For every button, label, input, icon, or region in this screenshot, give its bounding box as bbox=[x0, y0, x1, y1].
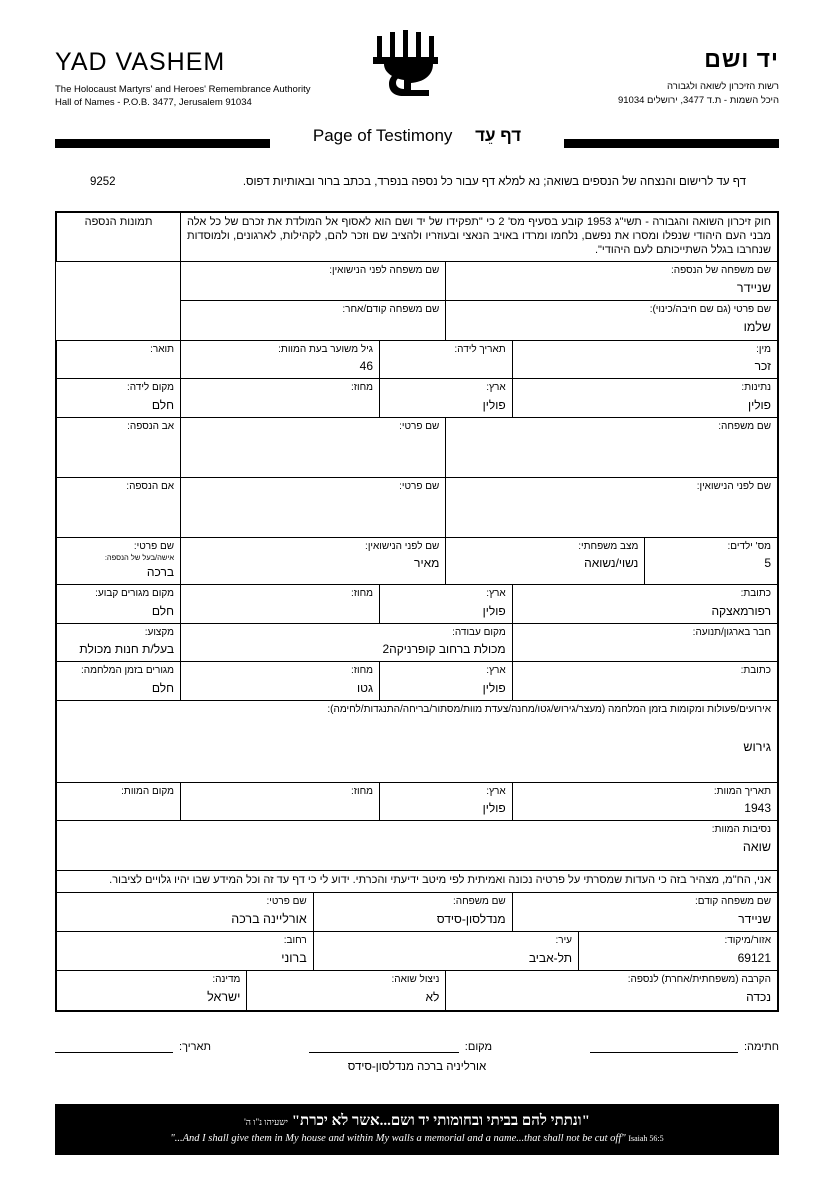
form-instruction-text: דף עד לרישום והנצחה של הנספים בשואה; נא למלא דף עבור כל נספה בנפרד, בכתב ברור ובאותיות דפוס. bbox=[242, 176, 746, 188]
field-label: שם משפחה: bbox=[718, 420, 771, 432]
organization-address-he: היכל השמות - ת.ד 3477, ירושלים 91034 bbox=[617, 95, 779, 106]
field-label: מקום לידה: bbox=[126, 382, 175, 393]
field-former-family-name[interactable] bbox=[181, 301, 446, 340]
field-marital-status[interactable] bbox=[446, 537, 645, 585]
field-label: שם משפחה: bbox=[452, 896, 506, 908]
field-label: נתינות: bbox=[741, 382, 771, 393]
field-value: בעל/ת חנות מכולת bbox=[79, 642, 175, 657]
field-value bbox=[187, 436, 439, 449]
table-row bbox=[57, 340, 778, 379]
field-birth-place[interactable] bbox=[57, 379, 181, 418]
signature-line[interactable] bbox=[590, 1040, 738, 1053]
field-first-name[interactable] bbox=[446, 301, 778, 340]
field-value: פולין bbox=[482, 397, 506, 412]
field-value: ברכה bbox=[146, 565, 175, 580]
field-label: שם פרטי (גם שם חיבה/כינוי): bbox=[649, 304, 771, 316]
field-label: אירועים/פעולות ומקומות בזמן המלחמה (מעצר/גירוש/גטו/מחנה/צעדת מוות/מסתור/בריחה/התנגדות/לחימה): bbox=[327, 703, 771, 715]
field-value: מכולת ברחוב קופרניקה2 bbox=[382, 642, 506, 657]
field-label: שם פרטי: bbox=[399, 480, 440, 492]
table-row bbox=[57, 782, 778, 821]
field-value: גטו bbox=[357, 680, 374, 695]
field-membership[interactable] bbox=[512, 623, 777, 662]
field-label: חבר בארגון/תנועה: bbox=[692, 626, 771, 638]
field-value bbox=[187, 496, 439, 509]
field-birth-country[interactable] bbox=[380, 379, 513, 418]
field-label: שם משפחה לפני הנישואין: bbox=[329, 265, 440, 277]
field-value: שואה bbox=[742, 839, 771, 854]
field-value: שניידר bbox=[736, 280, 771, 295]
field-label: מין: bbox=[756, 343, 771, 355]
form-number: 9252 bbox=[90, 176, 116, 188]
field-submitter-first-name[interactable] bbox=[57, 893, 314, 932]
field-value: פולין bbox=[482, 801, 506, 816]
field-value: פולין bbox=[482, 603, 506, 618]
table-row bbox=[57, 417, 778, 477]
field-label: מקום המוות: bbox=[121, 785, 175, 797]
field-submitter-country[interactable] bbox=[57, 971, 247, 1010]
field-sex[interactable] bbox=[512, 340, 777, 379]
page-title-he: דף עֵד bbox=[475, 126, 522, 145]
field-value: 69121 bbox=[737, 950, 771, 965]
signature-label: חתימה: bbox=[743, 1041, 779, 1053]
field-submitter-city[interactable] bbox=[313, 932, 578, 971]
field-value bbox=[452, 496, 771, 509]
field-death-date[interactable] bbox=[512, 782, 777, 821]
field-value: אורליינה ברכה bbox=[231, 911, 307, 926]
field-label: שם משפחה קודם: bbox=[694, 896, 771, 908]
field-label: הקרבה (משפחתית/אחרת) לנספה: bbox=[627, 974, 771, 986]
field-wartime-residence[interactable] bbox=[57, 662, 181, 701]
field-wartime-country[interactable] bbox=[380, 662, 513, 701]
field-value: מנדלסון-סידס bbox=[436, 911, 506, 926]
field-value: נשוי/נשואה bbox=[584, 556, 639, 570]
field-label: ארץ: bbox=[486, 382, 506, 393]
field-label: מקצוע: bbox=[144, 626, 175, 638]
field-residence-address[interactable] bbox=[512, 585, 777, 624]
field-label: נסיבות המוות: bbox=[711, 824, 771, 836]
field-submitter-zip[interactable] bbox=[579, 932, 778, 971]
field-workplace[interactable] bbox=[181, 623, 513, 662]
field-value: נכדה bbox=[746, 989, 771, 1004]
place-line[interactable] bbox=[309, 1040, 459, 1053]
field-label: כתובת: bbox=[740, 588, 771, 600]
table-row bbox=[57, 871, 778, 893]
document-header bbox=[0, 0, 834, 120]
field-value: 5 bbox=[764, 556, 771, 570]
table-row bbox=[57, 623, 778, 662]
table-row bbox=[57, 379, 778, 418]
field-value: ברוני bbox=[281, 950, 307, 965]
field-label: שם לפני הנישואין: bbox=[365, 540, 440, 552]
field-label: שם פרטי: bbox=[133, 540, 175, 552]
field-submitter-family-name[interactable] bbox=[313, 893, 512, 932]
organization-subtitle-en: The Holocaust Martyrs' and Heroes' Remembrance Authority bbox=[55, 84, 311, 95]
field-father-heading bbox=[57, 417, 181, 477]
date-field[interactable] bbox=[55, 1040, 211, 1053]
field-label: ניצול שואה: bbox=[391, 974, 440, 986]
field-value: תל-אביב bbox=[528, 950, 573, 965]
field-father-first-name[interactable] bbox=[181, 417, 446, 477]
form-instruction-line bbox=[60, 176, 746, 188]
field-occupation[interactable] bbox=[57, 623, 181, 662]
field-value: זכר bbox=[754, 359, 771, 373]
field-birth-date[interactable] bbox=[380, 340, 513, 379]
header-left-english bbox=[55, 48, 310, 108]
field-value: פולין bbox=[482, 680, 506, 695]
field-relation-to-victim[interactable] bbox=[446, 971, 778, 1010]
field-label: שם משפחה של הנספה: bbox=[670, 265, 771, 277]
field-value: גירוש bbox=[743, 740, 771, 755]
field-permanent-residence[interactable] bbox=[57, 585, 181, 624]
date-label: תאריך: bbox=[179, 1041, 211, 1053]
field-wartime-address[interactable] bbox=[512, 662, 777, 701]
table-row bbox=[57, 585, 778, 624]
footer-quote-he-ref: ישעיהו נ"ו ה' bbox=[244, 1117, 288, 1127]
field-label: עיר: bbox=[555, 935, 573, 947]
field-label: כתובת: bbox=[740, 665, 771, 677]
field-label: מס' ילדים: bbox=[727, 540, 771, 552]
field-spouse-maiden-name[interactable] bbox=[181, 537, 446, 585]
field-birth-district[interactable] bbox=[181, 379, 380, 418]
table-row bbox=[57, 262, 778, 301]
field-residence-district[interactable] bbox=[181, 585, 380, 624]
field-wartime-district[interactable] bbox=[181, 662, 380, 701]
organization-name-he: יד ושם bbox=[704, 46, 779, 72]
field-label: אזור/מיקוד: bbox=[724, 935, 771, 947]
field-value bbox=[63, 359, 174, 372]
field-value: 1943 bbox=[744, 801, 771, 816]
field-value: 46 bbox=[359, 359, 374, 373]
signature-field[interactable] bbox=[590, 1040, 779, 1053]
field-mother-maiden-name[interactable] bbox=[446, 477, 778, 537]
field-label: ארץ: bbox=[486, 785, 506, 797]
field-label: ארץ: bbox=[486, 665, 506, 677]
field-value bbox=[187, 398, 373, 411]
place-field[interactable] bbox=[309, 1040, 492, 1053]
field-label: תאריך המוות: bbox=[713, 785, 771, 797]
field-value: מאיר bbox=[414, 556, 440, 570]
field-label: מדינה: bbox=[212, 974, 241, 986]
footer-quote-en-text: "...And I shall give them in My house and within My walls a memorial and a name...that shall not be cut off" bbox=[170, 1133, 626, 1144]
field-label: שם פרטי: bbox=[399, 420, 440, 432]
field-value: פולין bbox=[747, 397, 771, 412]
table-row bbox=[57, 700, 778, 782]
place-label: מקום: bbox=[464, 1041, 493, 1053]
field-submitter-former-family-name[interactable] bbox=[512, 893, 777, 932]
field-label: מחוז: bbox=[350, 382, 374, 393]
organization-subtitle-he: רשות הזיכרון לשואה ולגבורה bbox=[667, 81, 779, 92]
submitter-declaration-text: אני, הח"מ, מצהיר בזה כי העדות שמסרתי על פרטיה נכונה ואמיתית לפי מיטב ידיעתי והכרתי. ידוע לי כי דף עד זה וכל המידע שבו יהיו גלויים לציבור. bbox=[57, 871, 778, 893]
table-row bbox=[57, 932, 778, 971]
title-rule-left bbox=[55, 139, 270, 148]
memorial-law-text: חוק זיכרון השואה והגבורה - תשי"ג 1953 קובע בסעיף מס' 2 כי "תפקידו של יד ושם הוא לאסוף אל המולדת את זכרם של כל אלה מבני העם היהודי שנפלו ומסרו את נפשם, נלחמו ומרדו באויב הנאצי ובעוזריו ולהציב שם וזכר להם, לקהילות, לארגונים, ולמוסדות שנחרבו בגלל השתייכותם לעם היהודי". bbox=[181, 213, 778, 262]
table-row bbox=[57, 537, 778, 585]
footer-quote-band bbox=[55, 1104, 779, 1155]
field-residence-country[interactable] bbox=[380, 585, 513, 624]
footer-quote-en bbox=[61, 1133, 773, 1144]
field-family-name[interactable] bbox=[446, 262, 778, 301]
field-label: מחוז: bbox=[350, 785, 374, 797]
photo-placeholder: תמונות הנספה bbox=[57, 213, 181, 262]
date-line[interactable] bbox=[55, 1040, 173, 1053]
field-label: שם משפחה קודם/אחר: bbox=[342, 304, 440, 316]
organization-name-en: YAD VASHEM bbox=[55, 48, 226, 76]
field-value bbox=[519, 642, 771, 655]
field-label: מקום עבודה: bbox=[452, 626, 506, 638]
field-value: ישראל bbox=[207, 989, 241, 1004]
field-label: שם לפני הנישואין: bbox=[696, 480, 771, 492]
field-value bbox=[187, 320, 439, 333]
field-death-place[interactable] bbox=[57, 782, 181, 821]
field-label: מצב משפחתי: bbox=[578, 540, 639, 552]
field-value bbox=[386, 359, 506, 372]
footer-quote-he bbox=[61, 1113, 773, 1130]
field-value bbox=[452, 436, 771, 449]
field-label: מחוז: bbox=[350, 665, 374, 677]
table-row bbox=[57, 893, 778, 932]
page-title-en: Page of Testimony bbox=[312, 126, 453, 145]
field-label: תאריך לידה: bbox=[454, 343, 506, 355]
header-right-hebrew bbox=[618, 46, 779, 106]
table-row bbox=[57, 971, 778, 1010]
table-row bbox=[57, 477, 778, 537]
field-value bbox=[63, 801, 174, 814]
field-value bbox=[187, 801, 373, 814]
field-nationality[interactable] bbox=[512, 379, 777, 418]
field-value: חלם bbox=[151, 397, 175, 412]
document-title-band bbox=[0, 126, 834, 160]
signature-area bbox=[55, 1040, 779, 1073]
field-value bbox=[519, 681, 771, 694]
field-value: לא bbox=[425, 989, 440, 1004]
field-label: רחוב: bbox=[283, 935, 307, 947]
field-label: אב הנספה: bbox=[127, 420, 175, 432]
field-mother-heading bbox=[57, 477, 181, 537]
field-value: חלם bbox=[151, 603, 175, 618]
field-label: אם הנספה: bbox=[126, 480, 175, 492]
page-title bbox=[313, 126, 521, 146]
table-row bbox=[57, 821, 778, 871]
field-value: רפורמאצקה bbox=[711, 603, 771, 618]
field-children-count[interactable] bbox=[645, 537, 778, 585]
field-value bbox=[187, 281, 439, 294]
footer-quote-he-text: "ונתתי להם בביתי ובחומותי יד ושם...אשר לא יכרת" bbox=[291, 1113, 590, 1129]
table-row bbox=[57, 662, 778, 701]
photo-area-continued bbox=[57, 262, 181, 340]
field-label: מחוז: bbox=[350, 588, 374, 600]
title-rule-right bbox=[564, 139, 779, 148]
spouse-heading: אישה/בעל של הנספה: bbox=[104, 553, 175, 562]
field-wartime-events[interactable] bbox=[57, 700, 778, 782]
field-value: חלם bbox=[151, 680, 175, 695]
field-value: שניידר bbox=[738, 911, 771, 926]
field-survivor-status[interactable] bbox=[247, 971, 446, 1010]
table-row bbox=[57, 213, 778, 262]
field-value: שלמו bbox=[743, 319, 771, 334]
footer-quote-en-ref: Isaiah 56:5 bbox=[628, 1134, 664, 1143]
field-label: שם פרטי: bbox=[266, 896, 307, 908]
field-label: ארץ: bbox=[486, 588, 506, 600]
field-submitter-street[interactable] bbox=[57, 932, 314, 971]
field-label: מגורים בזמן המלחמה: bbox=[81, 665, 175, 677]
field-death-country[interactable] bbox=[380, 782, 513, 821]
field-label: גיל משוער בעת המוות: bbox=[278, 343, 374, 355]
testimony-form-table bbox=[55, 211, 779, 1012]
field-description[interactable] bbox=[57, 340, 181, 379]
field-death-district[interactable] bbox=[181, 782, 380, 821]
field-death-circumstances[interactable] bbox=[57, 821, 778, 871]
field-value bbox=[187, 604, 373, 617]
yad-vashem-menorah-logo bbox=[362, 30, 472, 113]
field-mother-first-name[interactable] bbox=[181, 477, 446, 537]
signed-name: אורליניה ברכה מנדלסון-סידס bbox=[347, 1061, 487, 1073]
organization-address-en: Hall of Names - P.O.B. 3477, Jerusalem 91034 bbox=[55, 97, 252, 108]
field-father-family-name[interactable] bbox=[446, 417, 778, 477]
field-age-at-death[interactable] bbox=[181, 340, 380, 379]
field-label: תואר: bbox=[150, 343, 175, 355]
field-maiden-name[interactable] bbox=[181, 262, 446, 301]
field-spouse-first-name[interactable] bbox=[57, 537, 181, 585]
field-label: מקום מגורים קבוע: bbox=[95, 588, 175, 600]
